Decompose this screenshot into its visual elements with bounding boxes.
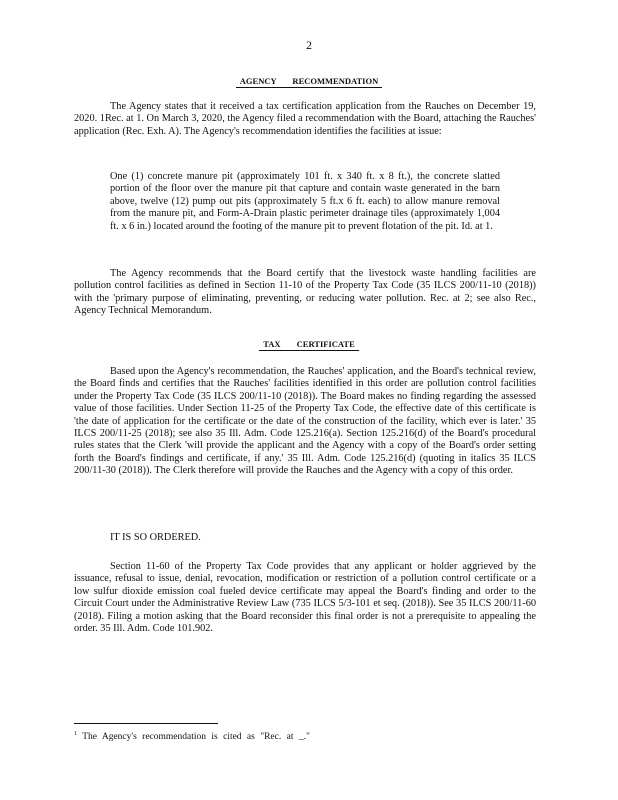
- footnote-text: The Agency's recommendation is cited as "Rec. at _.": [82, 732, 310, 743]
- facilities-block-quote: One (1) concrete manure pit (approximately 101 ft. x 340 ft. x 8 ft.), the concrete slatted portion of the floor over the manure pit that capture and contain waste generated in the barn above, twelve (12) pump out pits (approximately 5 ft.x 6 ft. each) to allow manure removal from the manure pit, and Form-A-Drain plastic perimeter drainage tiles (approximately 1,004 ft. x 6 in.) located around the footing of the manure pit to prevent flotation of the pit. Id. at 1.: [110, 171, 500, 232]
- footnote-divider: [74, 723, 218, 724]
- footnote: [74, 731, 310, 742]
- page-number: 2: [306, 38, 312, 52]
- agency-recommendation-heading: AGENCY RECOMMENDATION: [0, 76, 618, 88]
- footnote-marker: 1: [74, 731, 77, 737]
- tax-certificate-heading: TAX CERTIFICATE: [0, 339, 618, 351]
- paragraph-board-findings: Based upon the Agency's recommendation, the Rauches' application, and the Board's technical review, the Board finds and certifies that the Rauches' facilities identified in this order are pollution control facilities under the Property Tax Code (35 ILCS 200/11-10 (2018)). The Board makes no finding regarding the assessed value of those facilities. Under Section 11-25 of the Property Tax Code, the effective date of this certificate is 'the date of application for the certificate or the date of the construction of the facility, which ever is later.' 35 ILCS 200/11-25 (2018); see also 35 Ill. Adm. Code 125.216(a). Section 125.216(d) of the Board's procedural rules states that the Clerk 'will provide the applicant and the Agency with a copy of the Board's order setting forth the Board's findings and certificate, if any.' 35 Ill. Adm. Code 125.216(d) (quoting in italics 35 ILCS 200/11-30 (2018)). The Clerk therefore will provide the Rauches and the Agency with a copy of this order.: [74, 366, 536, 477]
- paragraph-agency-statement: The Agency states that it received a tax certification application from the Rauches on December 19, 2020. 1Rec. at 1. On March 3, 2020, the Agency filed a recommendation with the Board, attaching the Rauches' application (Rec. Exh. A). The Agency's recommendation identifies the facilities at issue:: [74, 101, 536, 137]
- so-ordered-line: IT IS SO ORDERED.: [110, 532, 201, 543]
- paragraph-appeal-rights: Section 11-60 of the Property Tax Code provides that any applicant or holder aggrieved by the issuance, refusal to issue, denial, revocation, modification or restriction of a pollution control certificate or a low sulfur dioxide emission coal fueled device certificate may appeal the Board's finding and order to the Circuit Court under the Administrative Review Law (735 ILCS 5/3-101 et seq. (2018)). See 35 ILCS 200/11-60 (2018). Filing a motion asking that the Board reconsider this final order is not a prerequisite to appealing the order. 35 Ill. Adm. Code 101.902.: [74, 561, 536, 635]
- paragraph-agency-recommends: The Agency recommends that the Board certify that the livestock waste handling facilities are pollution control facilities as defined in Section 11-10 of the Property Tax Code (35 ILCS 200/11-10 (2018)) with the 'primary purpose of eliminating, preventing, or reducing water pollution. Rec. at 2; see also Rec., Agency Technical Memorandum.: [74, 268, 536, 317]
